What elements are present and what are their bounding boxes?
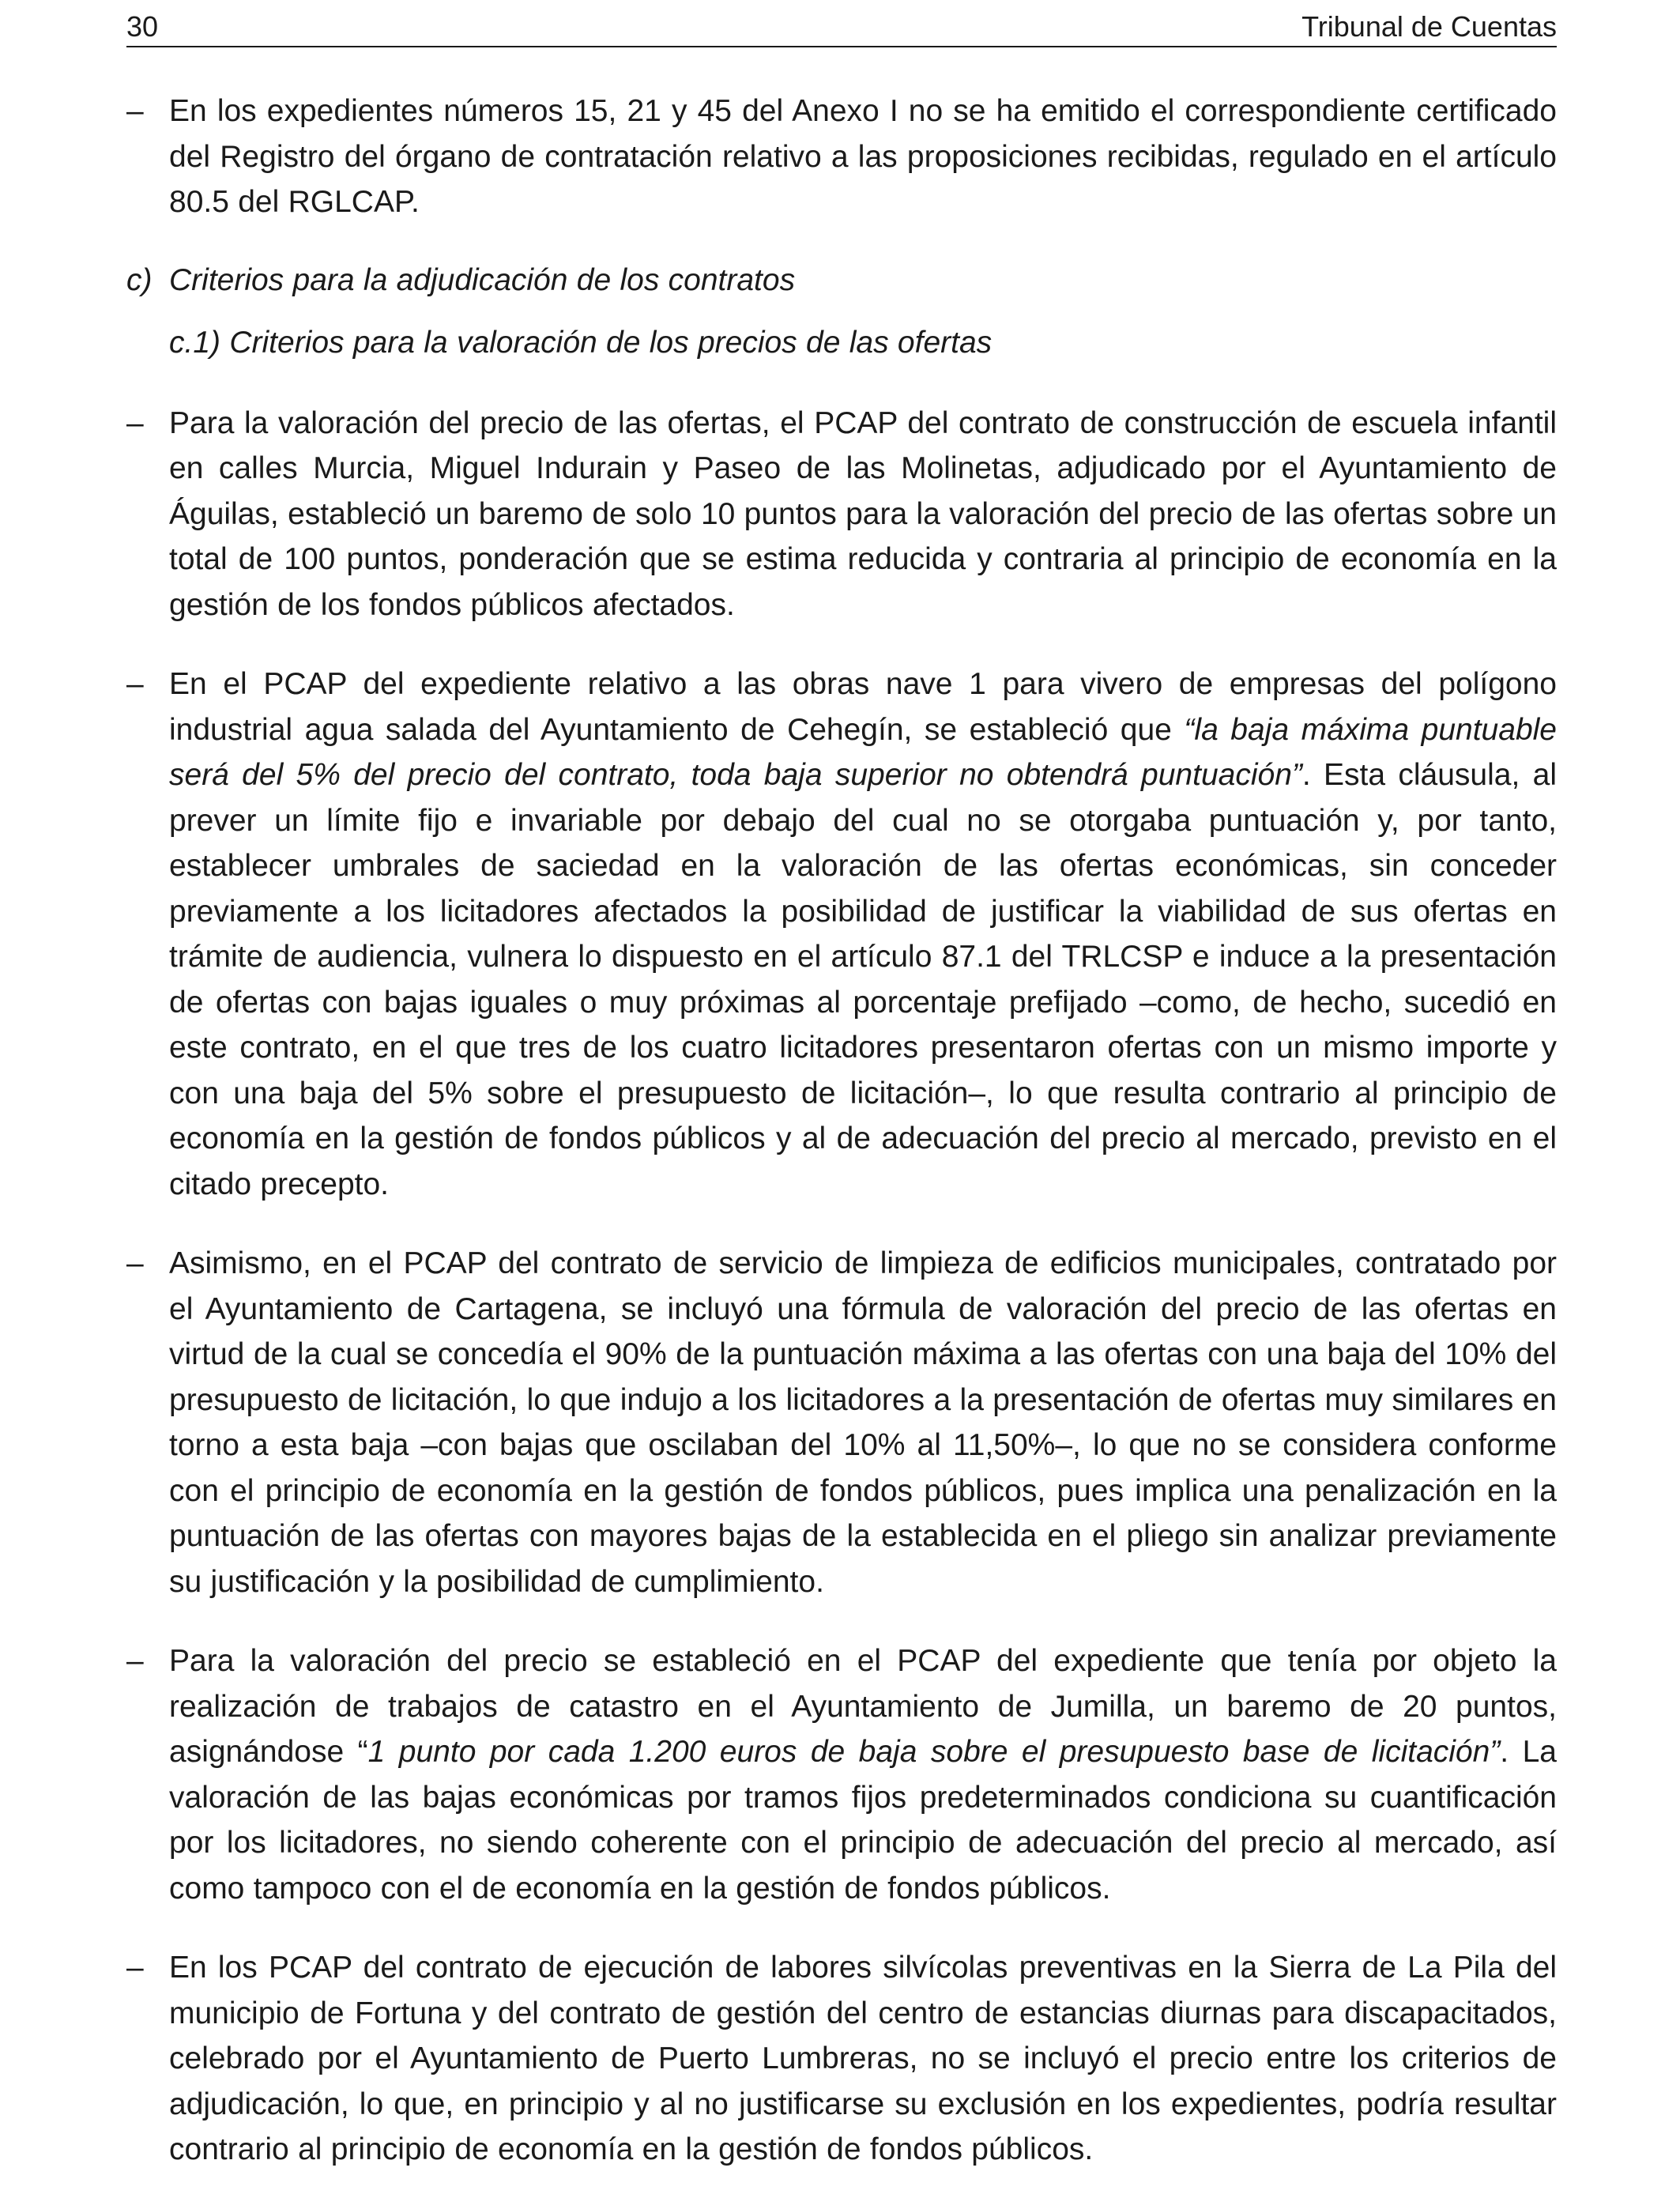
running-title: Tribunal de Cuentas bbox=[1301, 10, 1557, 43]
quoted-clause: “la baja máxima puntuable será del 5% del precio del contrato, toda baja superior no obtendrá puntuación” bbox=[169, 712, 1557, 792]
paragraph-registro-certificado bbox=[126, 89, 1557, 225]
bullet-dash: – bbox=[126, 1246, 144, 1280]
paragraph-text-before: Para la valoración del precio se estableció en el PCAP del expediente que tenía por objeto la realización de trabajos de catastro en el Ayuntamiento de Jumilla, un baremo de 20 puntos, asignándose “ bbox=[169, 1644, 1557, 1769]
bullet-dash: – bbox=[126, 667, 144, 701]
page-number: 30 bbox=[126, 10, 159, 43]
bullet-dash: – bbox=[126, 1644, 144, 1678]
bullet-dash: – bbox=[126, 94, 144, 128]
paragraph-text: En los PCAP del contrato de ejecución de labores silvícolas preventivas en la Sierra de La Pila del municipio de Fortuna y del contrato de gestión del centro de estancias diurnas para discapacitados, celebrado por el Ayuntamiento de Puerto Lumbreras, no se incluyó el precio entre los criterios de adjudicación, lo que, en principio y al no justificarse su exclusión en los expedientes, podría resultar contrario al principio de economía en la gestión de fondos públicos. bbox=[169, 1951, 1557, 2166]
paragraph-jumilla bbox=[126, 1638, 1557, 1911]
subsection-title: c.1) Criterios para la valoración de los precios de las ofertas bbox=[169, 326, 993, 360]
document-body bbox=[126, 89, 1557, 2173]
paragraph-text: En los expedientes números 15, 21 y 45 del Anexo I no se ha emitido el correspondiente certificado del Registro del órgano de contratación relativo a las proposiciones recibidas, regulado en el artículo 80.5 del RGLCAP. bbox=[169, 94, 1557, 219]
bullet-dash: – bbox=[126, 405, 144, 440]
paragraph-fortuna-lumbreras bbox=[126, 1945, 1557, 2173]
section-marker: c) bbox=[126, 262, 153, 297]
paragraph-text-after: . La valoración de las bajas económicas por tramos fijos predeterminados condiciona su cuantificación por los licitadores, no siendo coherente con el principio de adecuación del precio al mercado, así como tampoco con el de economía en la gestión de fondos públicos. bbox=[169, 1735, 1557, 1906]
page-header bbox=[126, 9, 1557, 47]
paragraph-text: Asimismo, en el PCAP del contrato de servicio de limpieza de edificios municipales, contratado por el Ayuntamiento de Cartagena, se incluyó una fórmula de valoración del precio de las ofertas en virtud de la cual se concedía el 90% de la puntuación máxima a las ofertas con una baja del 10% del presupuesto de licitación, lo que indujo a los licitadores a la presentación de ofertas muy similares en torno a esta baja –con bajas que oscilaban del 10% al 11,50%–, lo que no se considera conforme con el principio de economía en la gestión de fondos públicos, pues implica una penalización en la puntuación de las ofertas con mayores bajas de la establecida en el pliego sin analizar previamente su justificación y la posibilidad de cumplimiento. bbox=[169, 1246, 1557, 1599]
paragraph-text: Para la valoración del precio de las ofertas, el PCAP del contrato de construcción de escuela infantil en calles Murcia, Miguel Indurain y Paseo de las Molinetas, adjudicado por el Ayuntamiento de Águilas, estableció un baremo de solo 10 puntos para la valoración del precio de las ofertas sobre un total de 100 puntos, ponderación que se estima reducida y contraria al principio de economía en la gestión de los fondos públicos afectados. bbox=[169, 405, 1557, 622]
subsection-heading-c1 bbox=[169, 320, 1557, 366]
paragraph-aguilas bbox=[126, 401, 1557, 628]
quoted-clause: 1 punto por cada 1.200 euros de baja sobre el presupuesto base de licitación” bbox=[367, 1735, 1501, 1769]
section-title: Criterios para la adjudicación de los contratos bbox=[169, 262, 796, 297]
paragraph-cartagena bbox=[126, 1241, 1557, 1604]
bullet-dash: – bbox=[126, 1951, 144, 1985]
paragraph-text-after: . Esta cláusula, al prever un límite fijo e invariable por debajo del cual no se otorgaba puntuación y, por tanto, establecer umbrales de saciedad en la valoración de las ofertas económicas, sin conceder previamente a los licitadores afectados la posibilidad de justificar la viabilidad de sus ofertas en trámite de audiencia, vulnera lo dispuesto en el artículo 87.1 del TRLCSP e induce a la presentación de ofertas con bajas iguales o muy próximas al porcentaje prefijado –como, de hecho, sucedió en este contrato, en el que tres de los cuatro licitadores presentaron ofertas con un mismo importe y con una baja del 5% sobre el presupuesto de licitación–, lo que resulta contrario al principio de economía en la gestión de fondos públicos y al de adecuación del precio al mercado, previsto en el citado precepto. bbox=[169, 758, 1557, 1201]
section-heading-c bbox=[126, 258, 1557, 303]
paragraph-text-before: En el PCAP del expediente relativo a las obras nave 1 para vivero de empresas del polígono industrial agua salada del Ayuntamiento de Cehegín, se estableció que bbox=[169, 667, 1557, 747]
paragraph-cehegin bbox=[126, 662, 1557, 1207]
